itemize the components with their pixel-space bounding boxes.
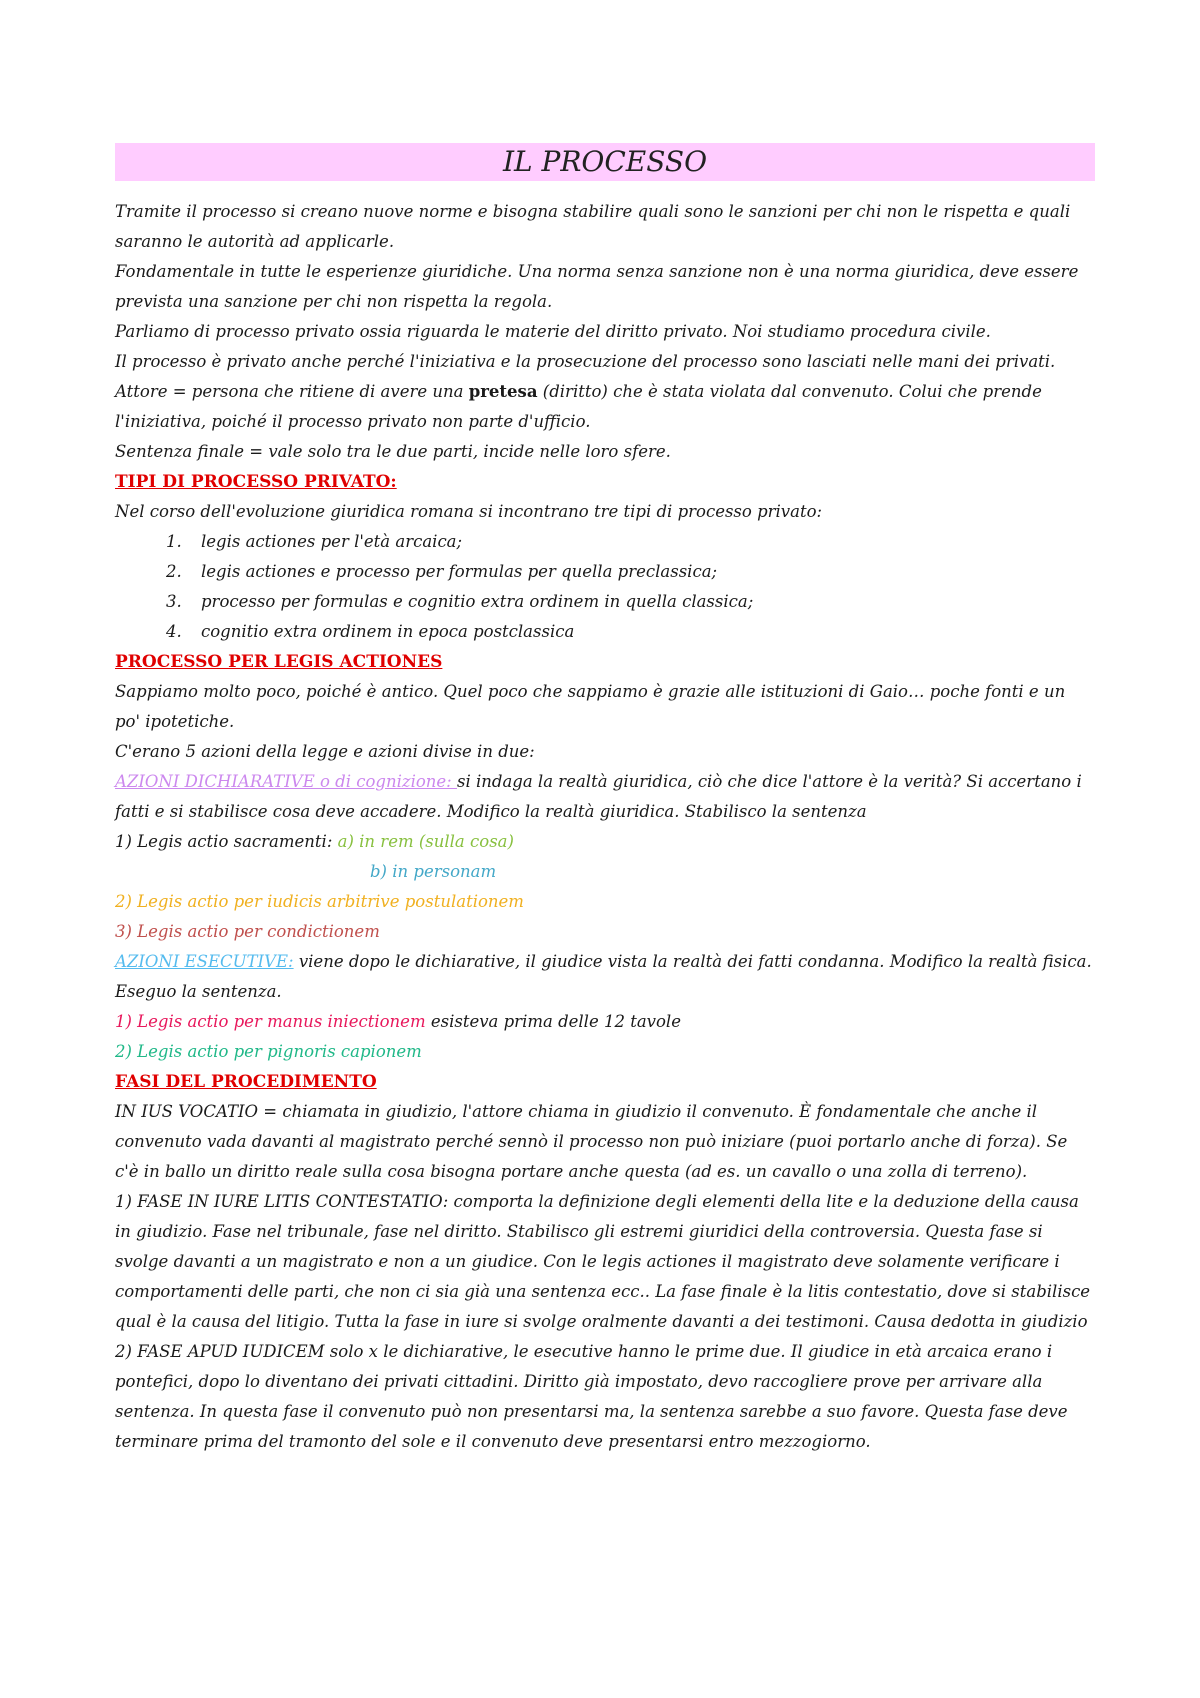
list-item: 3. processo per formulas e cognitio extra ordinem in quella classica; bbox=[187, 587, 1095, 617]
tipi-list bbox=[115, 527, 1095, 647]
list-item: 4. cognitio extra ordinem in epoca postclassica bbox=[187, 617, 1095, 647]
heading-fasi: FASI DEL PROCEDIMENTO bbox=[115, 1072, 377, 1092]
intro-paragraph-6: Sentenza finale = vale solo tra le due parti, incide nelle loro sfere. bbox=[115, 442, 671, 461]
intro-paragraph-3: Parliamo di processo privato ossia riguarda le materie del diritto privato. Noi studiamo procedura civile. bbox=[115, 322, 991, 341]
document-page bbox=[115, 143, 1095, 1457]
intro-paragraph-2: Fondamentale in tutte le esperienze giuridiche. Una norma senza sanzione non è una norma giuridica, deve essere prevista una sanzione per chi non rispetta la regola. bbox=[115, 262, 1079, 311]
azioni-dichiarative-label: AZIONI DICHIARATIVE o di cognizione: bbox=[115, 772, 457, 791]
document-title: IL PROCESSO bbox=[115, 143, 1095, 181]
azioni-esecutive bbox=[115, 947, 1095, 1007]
list-item: 1. legis actiones per l'età arcaica; bbox=[187, 527, 1095, 557]
heading-legis-actiones: PROCESSO PER LEGIS ACTIONES bbox=[115, 652, 443, 672]
legis-actio-item-3: 3) Legis actio per condictionem bbox=[115, 922, 380, 941]
sacramenti-label: 1) Legis actio sacramenti: bbox=[115, 832, 338, 851]
manus-iniectionem-label: 1) Legis actio per manus iniectionem bbox=[115, 1012, 426, 1031]
sacramenti-in-personam: b) in personam bbox=[370, 862, 497, 881]
attore-definition-end: (diritto) che è stata violata dal convenuto. Colui che prende l'iniziativa, poiché il processo privato non parte d'ufficio. bbox=[115, 382, 1042, 431]
esecutive-item-2: 2) Legis actio per pignoris capionem bbox=[115, 1042, 422, 1061]
fasi-paragraph-3: 2) FASE APUD IUDICEM solo x le dichiarative, le esecutive hanno le prime due. Il giudice in età arcaica erano i pontefici, dopo lo diventano dei privati cittadini. Diritto già impostato, devo raccogliere prove per arrivare alla sentenza. In questa fase il convenuto può non presentarsi ma, la sentenza sarebbe a suo favore. Questa fase deve terminare prima del tramonto del sole e il convenuto deve presentarsi entro mezzogiorno. bbox=[115, 1342, 1068, 1451]
tipi-intro: Nel corso dell'evoluzione giuridica romana si incontrano tre tipi di processo privato: bbox=[115, 502, 823, 521]
heading-tipi: TIPI DI PROCESSO PRIVATO: bbox=[115, 472, 397, 492]
manus-iniectionem-text: esisteva prima delle 12 tavole bbox=[425, 1012, 681, 1031]
fasi-paragraph-2: 1) FASE IN IURE LITIS CONTESTATIO: comporta la definizione degli elementi della lite e la deduzione della causa in giudizio. Fase nel tribunale, fase nel diritto. Stabilisco gli estremi giuridici della controversia. Questa fase si svolge davanti a un magistrato e non a un giudice. Con le legis actiones il magistrato deve solamente verificare i comportamenti delle parti, che non ci sia già una sentenza ecc.. La fase finale è la litis contestatio, dove si stabilisce qual è la causa del litigio. Tutta la fase in iure si svolge oralmente davanti a dei testimoni. Causa dedotta in giudizio bbox=[115, 1192, 1091, 1331]
intro-paragraph-1: Tramite il processo si creano nuove norme e bisogna stabilire quali sono le sanzioni per chi non le rispetta e quali saranno le autorità ad applicarle. bbox=[115, 202, 1071, 251]
sacramenti-line bbox=[115, 827, 1095, 857]
legis-paragraph-2: C'erano 5 azioni della legge e azioni divise in due: bbox=[115, 742, 535, 761]
attore-definition-start: Attore = persona che ritiene di avere una bbox=[115, 382, 469, 401]
document-body bbox=[115, 197, 1095, 1457]
intro-paragraph-5 bbox=[115, 377, 1095, 437]
legis-actio-item-2: 2) Legis actio per iudicis arbitrive postulationem bbox=[115, 892, 524, 911]
pretesa-bold: pretesa bbox=[468, 382, 538, 401]
list-item: 2. legis actiones e processo per formulas per quella preclassica; bbox=[187, 557, 1095, 587]
azioni-esecutive-label: AZIONI ESECUTIVE: bbox=[115, 952, 294, 971]
legis-paragraph-1: Sappiamo molto poco, poiché è antico. Quel poco che sappiamo è grazie alle istituzioni di Gaio… poche fonti e un po' ipotetiche. bbox=[115, 682, 1066, 731]
fasi-paragraph-1: IN IUS VOCATIO = chiamata in giudizio, l'attore chiama in giudizio il convenuto. È fondamentale che anche il convenuto vada davanti al magistrato perché sennò il processo non può iniziare (puoi portarlo anche di forza). Se c'è in ballo un diritto reale sulla cosa bisogna portare anche questa (ad es. un cavallo o una zolla di terreno). bbox=[115, 1102, 1068, 1181]
azioni-dichiarative bbox=[115, 767, 1095, 827]
azioni-dichiarative-text: si indaga la realtà giuridica, ciò che dice l'attore è la verità? Si accertano i fatti e si stabilisce cosa deve accadere. Modifico la realtà giuridica. Stabilisco la sentenza bbox=[115, 772, 1082, 821]
esecutive-item-1 bbox=[115, 1007, 1095, 1037]
sacramenti-in-rem: a) in rem (sulla cosa) bbox=[337, 832, 514, 851]
intro-paragraph-4: Il processo è privato anche perché l'iniziativa e la prosecuzione del processo sono lasciati nelle mani dei privati. bbox=[115, 352, 1056, 371]
azioni-esecutive-text: viene dopo le dichiarative, il giudice vista la realtà dei fatti condanna. Modifico la realtà fisica. Eseguo la sentenza. bbox=[115, 952, 1092, 1001]
